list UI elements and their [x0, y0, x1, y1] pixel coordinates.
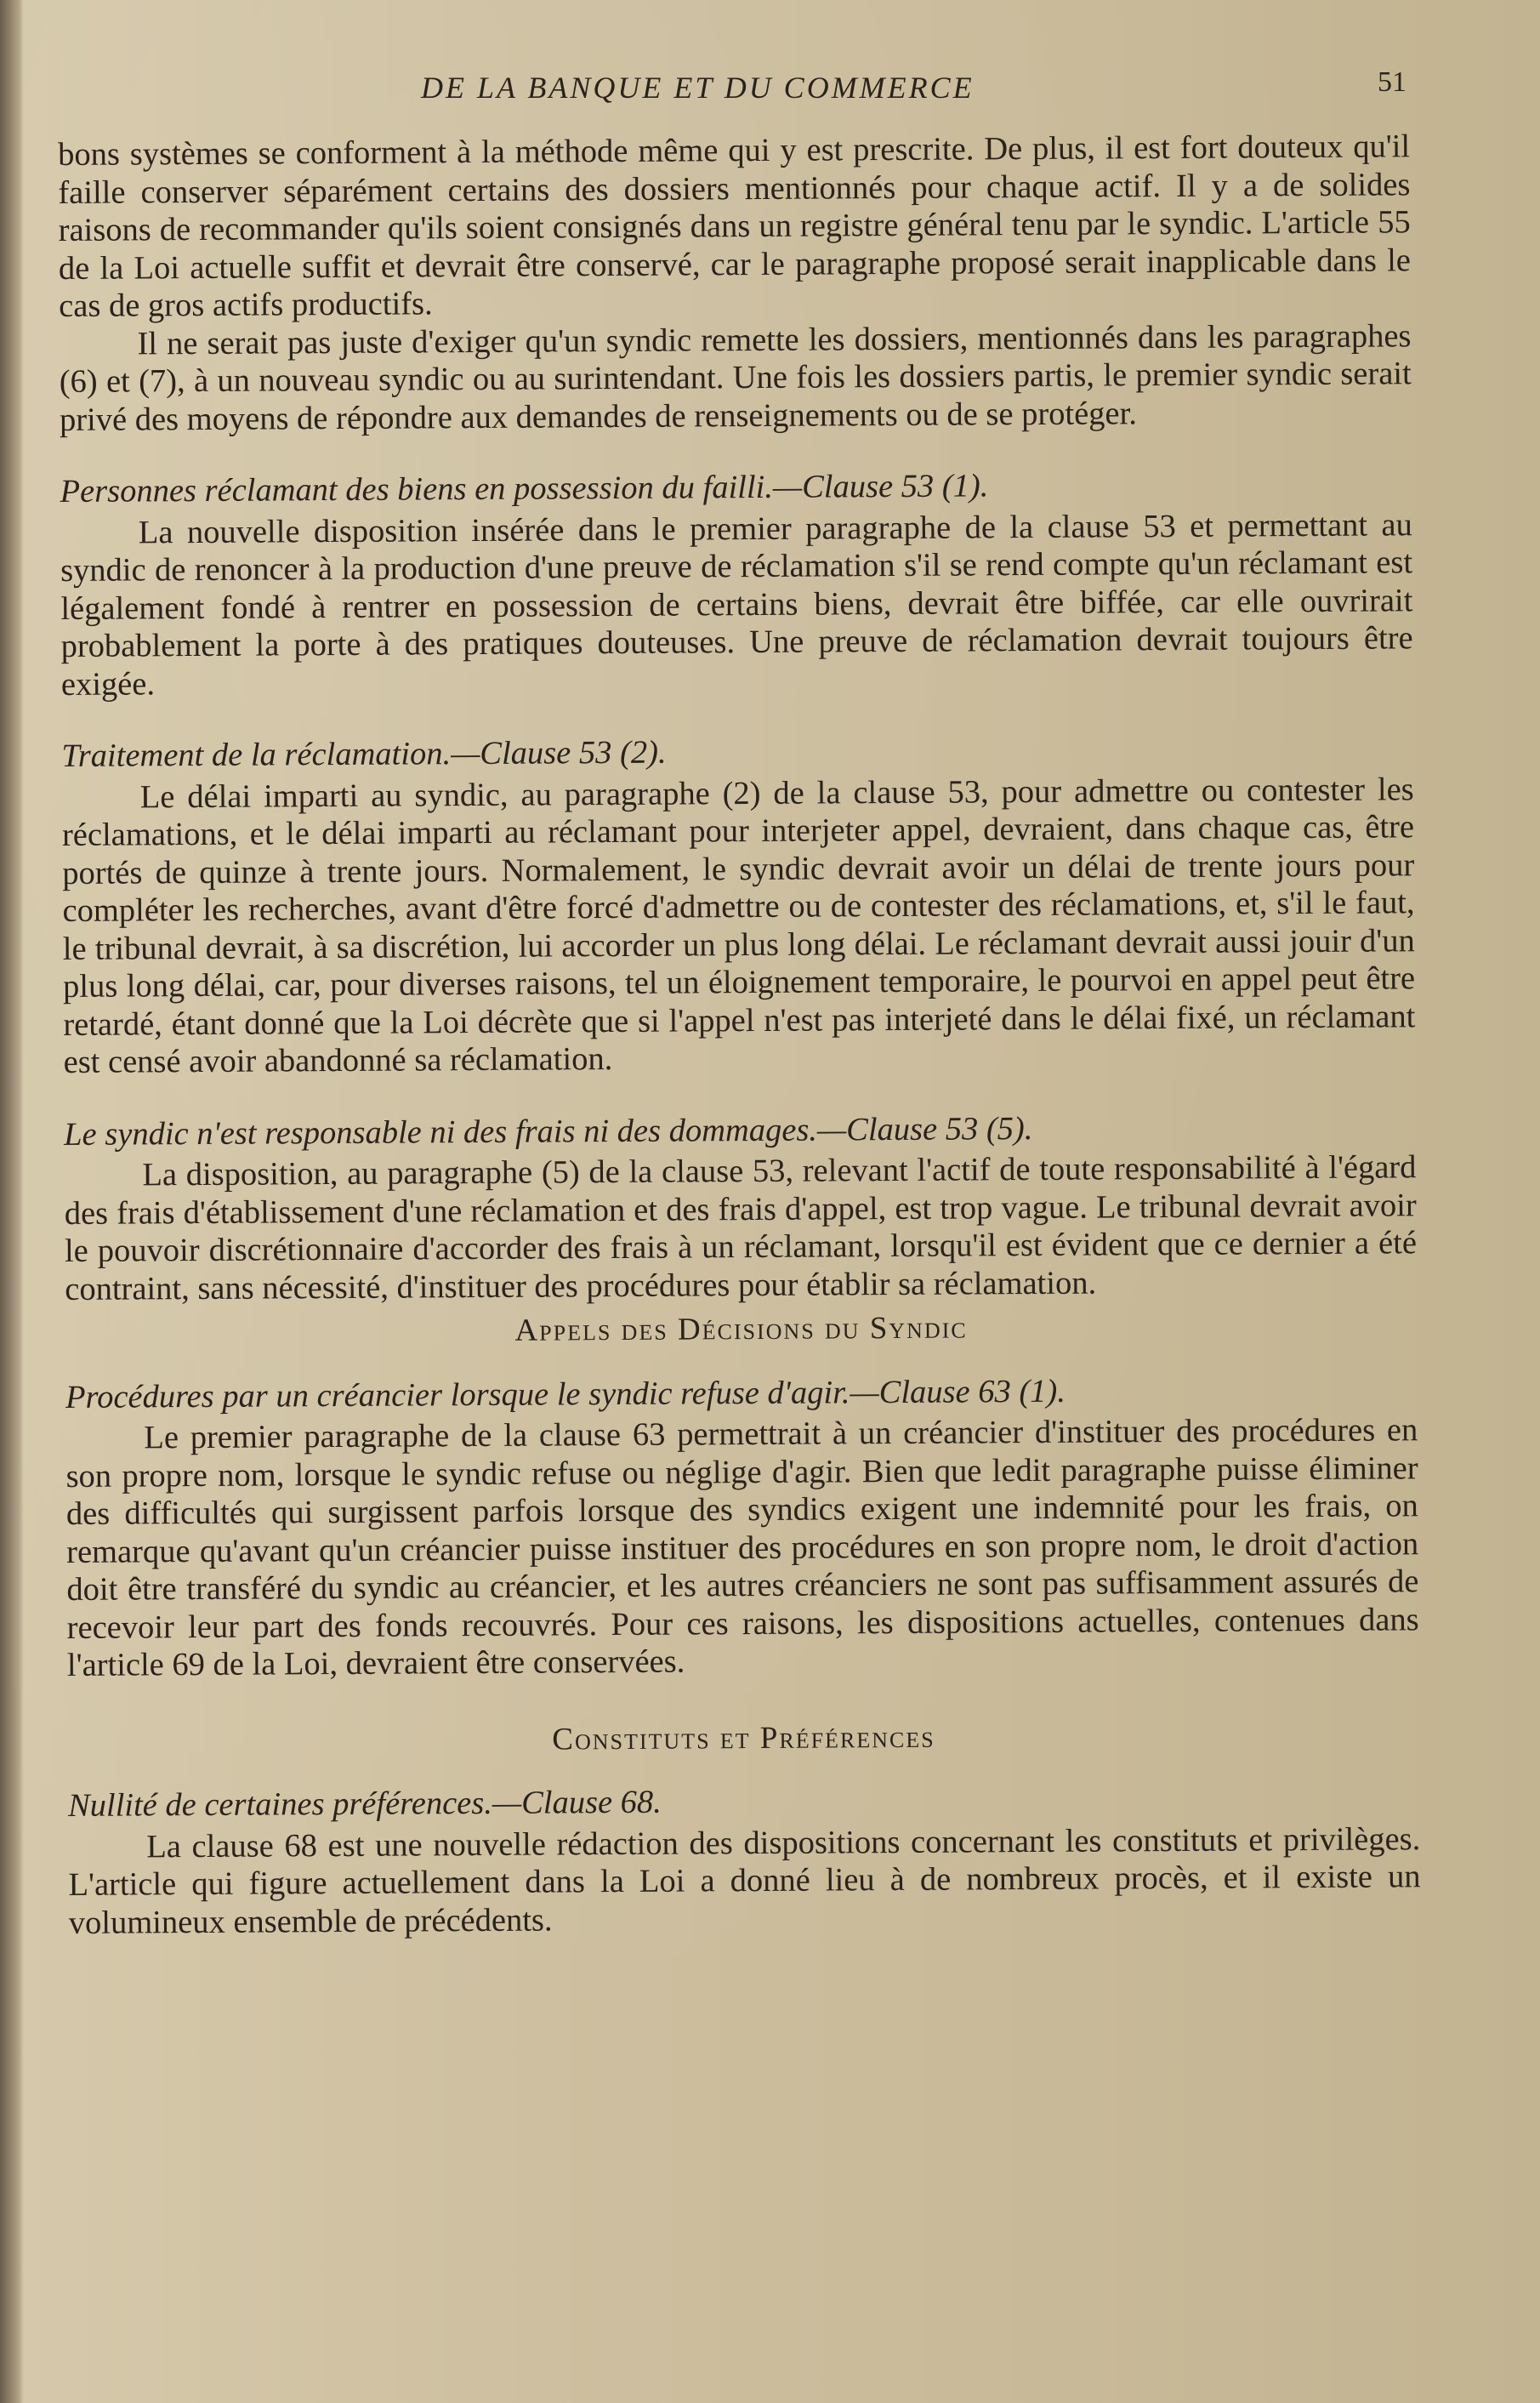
subheading: Le syndic n'est responsable ni des frais ni des dommages.—Clause 53 (5). — [64, 1110, 1033, 1153]
paragraph: Le délai imparti au syndic, au paragraphe (2) de la clause 53, pour admettre ou contester les réclamations, et le délai imparti au réclamant pour interjeter appel, devraient, dans chaque cas, être portés de quinze à trente jours. Normalement, le syndic devrait avoir un délai de trente jours pour compléter les recherches, avant d'être forcé d'admettre ou de contester des réclamations, et, s'il le faut, le tribunal devrait, à sa discrétion, lui accorder un plus long délai. Le réclamant devrait aussi jouir d'un plus long délai, car, pour diverses raisons, tel un éloignement temporaire, le pourvoi en appel peut être retardé, étant donné que la Loi décrète que si l'appel n'est pas interjeté dans le délai fixé, un réclamant est censé avoir abandonné sa réclamation. — [61, 771, 1416, 1080]
subheading: Nullité de certaines préférences.—Clause 68. — [67, 1784, 662, 1824]
running-head-title: DE LA BANQUE ET DU COMMERCE — [421, 71, 975, 105]
section-heading: Appels des Décisions du Syndic — [514, 1310, 968, 1348]
paragraph: La clause 68 est une nouvelle rédaction des dispositions concernant les constituts et privilèges. L'article qui figure actuellement dans la Loi a donné lieu à de nombreux procès, et il existe un volumineux ensemble de précédents. — [68, 1820, 1421, 1941]
paragraph: Il ne serait pas juste d'exiger qu'un syndic remette les dossiers, mentionnés dans les paragraphes (6) et (7), à un nouveau syndic ou au surintendant. Une fois les dossiers partis, le premier syndic serait privé des moyens de répondre aux demandes de renseignements ou de se protéger. — [59, 317, 1412, 438]
book-spine-shadow — [0, 0, 24, 2403]
paragraph: bons systèmes se conforment à la méthode même qui y est prescrite. De plus, il est fort douteux qu'il faille conserver séparément certains des dossiers mentionnés pour chaque actif. Il y a de solides raisons de recommander qu'ils soient consignés dans un registre général tenu par le syndic. L'article 55 de la Loi actuelle suffit et devrait être conservé, car le paragraphe proposé serait inapplicable dans le cas de gros actifs productifs. — [58, 128, 1412, 324]
running-head — [0, 66, 1540, 117]
subheading: Personnes réclamant des biens en possession du failli.—Clause 53 (1). — [60, 468, 989, 510]
paragraph: Le premier paragraphe de la clause 63 permettrait à un créancier d'instituer des procédures en son propre nom, lorsque le syndic refuse ou néglige d'agir. Bien que ledit paragraphe puisse éliminer des difficultés qui surgissent parfois lorsque des syndics exigent une indemnité pour les frais, on remarque qu'avant qu'un créancier puisse instituer des procédures en son propre nom, le droit d'action doit être transféré du syndic au créancier, et les autres créanciers ne sont pas suffisamment assurés de recevoir leur part des fonds recouvrés. Pour ces raisons, les dispositions actuelles, contenues dans l'article 69 de la Loi, devraient être conservées. — [65, 1412, 1419, 1683]
page-number: 51 — [1378, 66, 1406, 98]
paragraph: La nouvelle disposition insérée dans le premier paragraphe de la clause 53 et permettant au syndic de renoncer à la production d'une preuve de réclamation s'il se rend compte qu'un réclamant est légalement fondé à rentrer en possession de certains biens, devrait être biffée, car elle ouvrirait probablement la porte à des pratiques douteuses. Une preuve de réclamation devrait toujours être exigée. — [60, 506, 1413, 703]
paragraph: La disposition, au paragraphe (5) de la clause 53, relevant l'actif de toute responsabilité à l'égard des frais d'établissement d'une réclamation et des frais d'appel, est trop vague. Le tribunal devrait avoir le pouvoir discrétionnaire d'accorder des frais à un réclamant, lorsqu'il est évident que ce dernier a été contraint, sans nécessité, d'instituer des procédures pour établir sa réclamation. — [64, 1149, 1418, 1307]
section-heading: Constituts et Préférences — [552, 1719, 935, 1757]
page-body — [58, 128, 1421, 1942]
subheading: Procédures par un créancier lorsque le syndic refuse d'agir.—Clause 63 (1). — [65, 1373, 1066, 1415]
subheading: Traitement de la réclamation.—Clause 53 (2). — [61, 734, 667, 774]
